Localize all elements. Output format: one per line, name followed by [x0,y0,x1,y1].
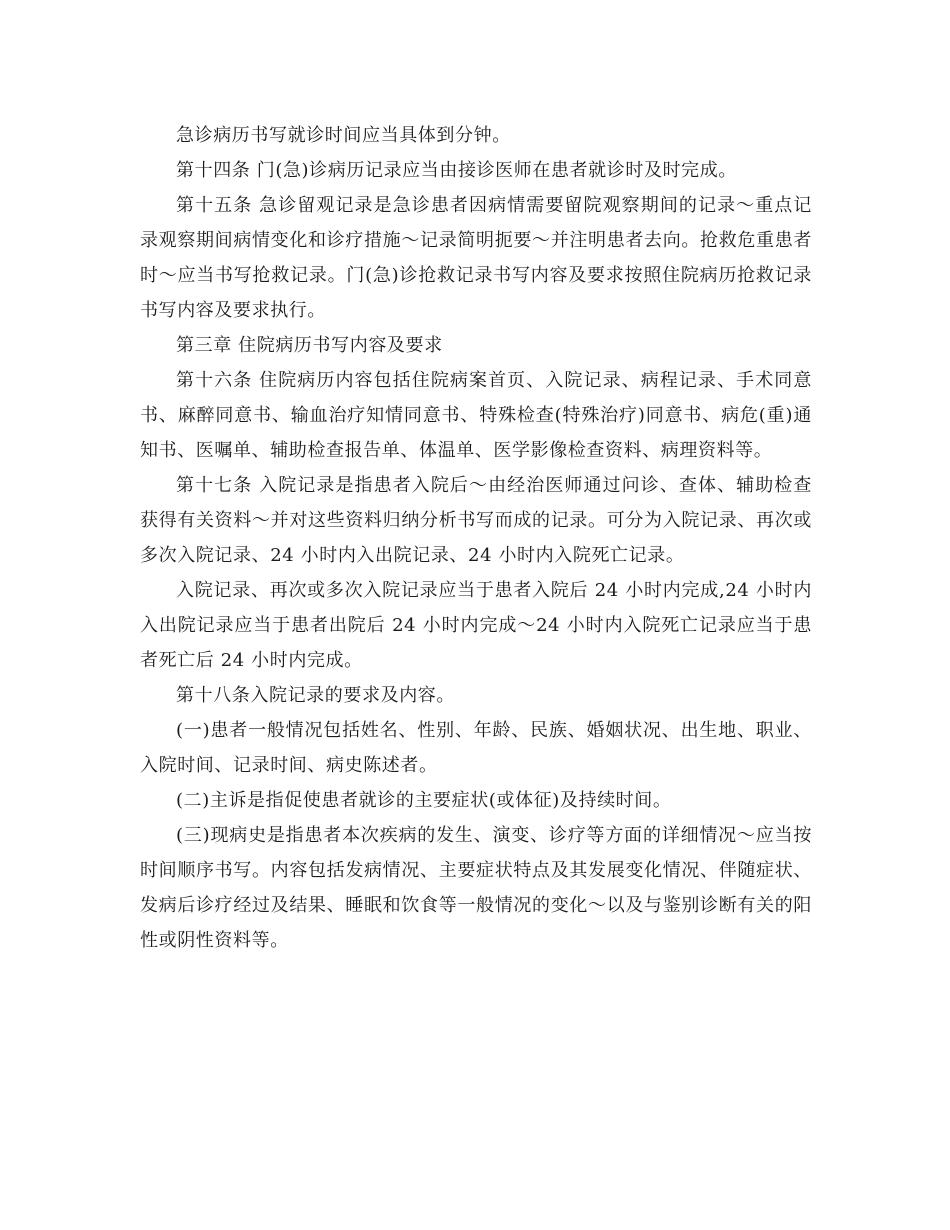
paragraph-admission-timing: 入院记录、再次或多次入院记录应当于患者入院后 24 小时内完成,24 小时内入出院记录应当于患者出院后 24 小时内完成～24 小时内入院死亡记录应当于患者死亡后 24 小时内完成。 [140,580,812,671]
paragraph-item-2: (二)主诉是指促使患者就诊的主要症状(或体征)及持续时间。 [176,790,672,811]
paragraph-article-17: 第十七条 入院记录是指患者入院后～由经治医师通过问诊、查体、辅助检查获得有关资料～并对这些资料归纳分析书写而成的记录。可分为入院记录、再次或多次入院记录、24 小时内入出院记录、24 小时内入院死亡记录。 [140,475,812,566]
paragraph-article-18: 第十八条入院记录的要求及内容。 [176,685,455,706]
paragraph-emergency-time: 急诊病历书写就诊时间应当具体到分钟。 [176,125,511,146]
document-body [140,118,812,958]
paragraph-item-1: (一)患者一般情况包括姓名、性别、年龄、民族、婚姻状况、出生地、职业、入院时间、记录时间、病史陈述者。 [140,720,812,776]
paragraph-item-3: (三)现病史是指患者本次疾病的发生、演变、诊疗等方面的详细情况～应当按时间顺序书写。内容包括发病情况、主要症状特点及其发展变化情况、伴随症状、发病后诊疗经过及结果、睡眠和饮食等一般情况的变化～以及与鉴别诊断有关的阳性或阴性资料等。 [140,825,812,951]
paragraph-article-16: 第十六条 住院病历内容包括住院病案首页、入院记录、病程记录、手术同意书、麻醉同意书、输血治疗知情同意书、特殊检查(特殊治疗)同意书、病危(重)通知书、医嘱单、辅助检查报告单、体温单、医学影像检查资料、病理资料等。 [140,370,812,461]
paragraph-article-15: 第十五条 急诊留观记录是急诊患者因病情需要留院观察期间的记录～重点记录观察期间病情变化和诊疗措施～记录简明扼要～并注明患者去向。抢救危重患者时～应当书写抢救记录。门(急)诊抢救记录书写内容及要求按照住院病历抢救记录书写内容及要求执行。 [140,195,812,321]
paragraph-article-14: 第十四条 门(急)诊病历记录应当由接诊医师在患者就诊时及时完成。 [176,160,737,181]
chapter-3-heading: 第三章 住院病历书写内容及要求 [176,335,443,356]
